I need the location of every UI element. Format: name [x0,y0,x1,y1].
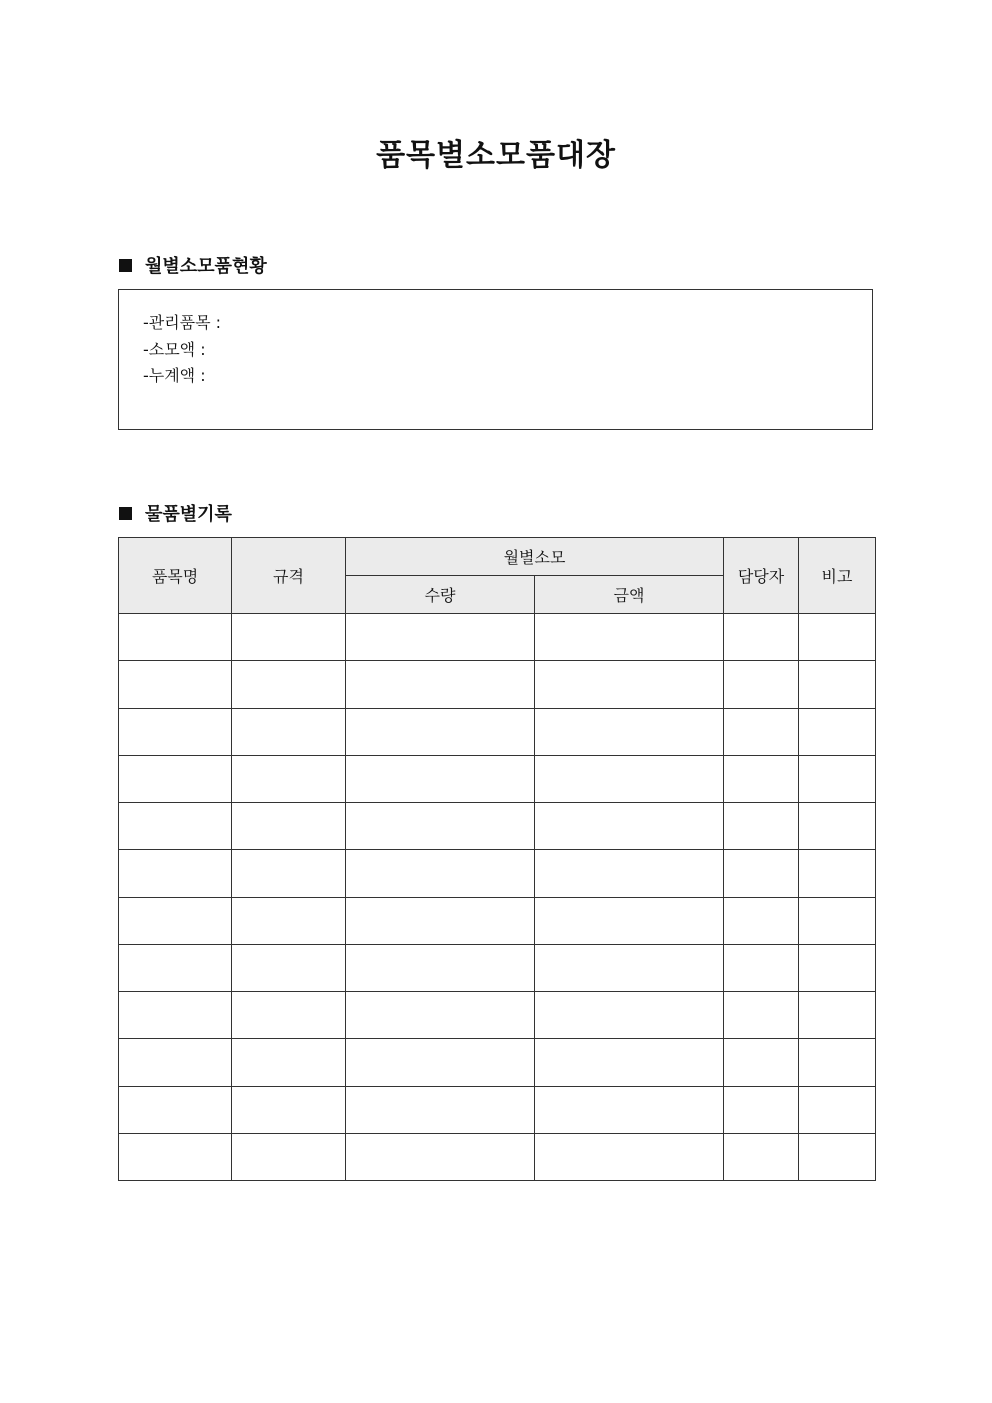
table-row [119,803,876,850]
cell-manager[interactable] [724,708,799,755]
managed-item-line[interactable]: -관리품목 : [143,313,222,332]
table-row [119,1133,876,1180]
column-header-quantity: 수량 [346,576,535,614]
table-row [119,897,876,944]
cell-remarks[interactable] [799,897,876,944]
column-header-remarks: 비고 [799,538,876,614]
cell-amount[interactable] [535,1039,724,1086]
square-bullet-icon [119,507,132,520]
cell-remarks[interactable] [799,1039,876,1086]
cell-spec[interactable] [232,944,346,991]
cell-quantity[interactable] [346,897,535,944]
column-header-amount: 금액 [535,576,724,614]
cell-item-name[interactable] [119,755,232,802]
cumulative-amount-line[interactable]: -누계액 : [143,366,206,385]
cell-quantity[interactable] [346,1086,535,1133]
monthly-status-box [118,289,873,430]
cell-quantity[interactable] [346,992,535,1039]
cell-spec[interactable] [232,897,346,944]
cell-amount[interactable] [535,803,724,850]
cell-manager[interactable] [724,661,799,708]
cell-quantity[interactable] [346,708,535,755]
table-row [119,755,876,802]
cell-item-name[interactable] [119,1133,232,1180]
cell-quantity[interactable] [346,1039,535,1086]
table-row [119,1086,876,1133]
cell-amount[interactable] [535,1133,724,1180]
cell-remarks[interactable] [799,944,876,991]
table-row [119,850,876,897]
cell-manager[interactable] [724,803,799,850]
cell-spec[interactable] [232,1133,346,1180]
cell-amount[interactable] [535,708,724,755]
cell-amount[interactable] [535,755,724,802]
column-header-item-name: 품목명 [119,538,232,614]
table-row [119,708,876,755]
cell-amount[interactable] [535,1086,724,1133]
cell-amount[interactable] [535,944,724,991]
cell-quantity[interactable] [346,755,535,802]
cell-item-name[interactable] [119,1039,232,1086]
cell-amount[interactable] [535,897,724,944]
page-title: 품목별소모품대장 [376,138,616,173]
table-row [119,661,876,708]
cell-item-name[interactable] [119,992,232,1039]
item-record-table [118,537,876,1181]
cell-spec[interactable] [232,755,346,802]
cell-manager[interactable] [724,1133,799,1180]
cell-quantity[interactable] [346,803,535,850]
cell-manager[interactable] [724,755,799,802]
square-bullet-icon [119,259,132,272]
cell-quantity[interactable] [346,661,535,708]
column-header-monthly-consumption: 월별소모 [346,538,724,576]
cell-remarks[interactable] [799,1133,876,1180]
cell-remarks[interactable] [799,708,876,755]
cell-quantity[interactable] [346,850,535,897]
cell-item-name[interactable] [119,803,232,850]
cell-amount[interactable] [535,992,724,1039]
cell-spec[interactable] [232,803,346,850]
table-header-row [119,538,876,576]
cell-item-name[interactable] [119,708,232,755]
cell-remarks[interactable] [799,661,876,708]
cell-remarks[interactable] [799,850,876,897]
section-heading-monthly-status [119,253,267,277]
cell-amount[interactable] [535,614,724,661]
cell-spec[interactable] [232,708,346,755]
cell-spec[interactable] [232,614,346,661]
cell-manager[interactable] [724,1086,799,1133]
cell-amount[interactable] [535,850,724,897]
table-body [119,614,876,1181]
cell-manager[interactable] [724,850,799,897]
cell-remarks[interactable] [799,755,876,802]
cell-spec[interactable] [232,850,346,897]
table-row [119,614,876,661]
cell-spec[interactable] [232,1086,346,1133]
section-heading-item-records [119,501,232,525]
cell-spec[interactable] [232,992,346,1039]
section-heading-label: 물품별기록 [145,504,232,525]
cell-quantity[interactable] [346,1133,535,1180]
cell-manager[interactable] [724,992,799,1039]
cell-item-name[interactable] [119,614,232,661]
table-row [119,1039,876,1086]
column-header-manager: 담당자 [724,538,799,614]
column-header-spec: 규격 [232,538,346,614]
cell-amount[interactable] [535,661,724,708]
cell-quantity[interactable] [346,944,535,991]
cell-spec[interactable] [232,661,346,708]
cell-item-name[interactable] [119,850,232,897]
table-row [119,944,876,991]
cell-spec[interactable] [232,1039,346,1086]
cell-item-name[interactable] [119,944,232,991]
cell-manager[interactable] [724,614,799,661]
cell-item-name[interactable] [119,897,232,944]
cell-remarks[interactable] [799,614,876,661]
cell-manager[interactable] [724,944,799,991]
consumption-amount-line[interactable]: -소모액 : [143,339,206,359]
cell-manager[interactable] [724,897,799,944]
cell-item-name[interactable] [119,661,232,708]
cell-item-name[interactable] [119,1086,232,1133]
cell-remarks[interactable] [799,992,876,1039]
section-heading-label: 월별소모품현황 [145,256,267,277]
cell-remarks[interactable] [799,1086,876,1133]
cell-quantity[interactable] [346,614,535,661]
table-row [119,992,876,1039]
cell-manager[interactable] [724,1039,799,1086]
cell-remarks[interactable] [799,803,876,850]
